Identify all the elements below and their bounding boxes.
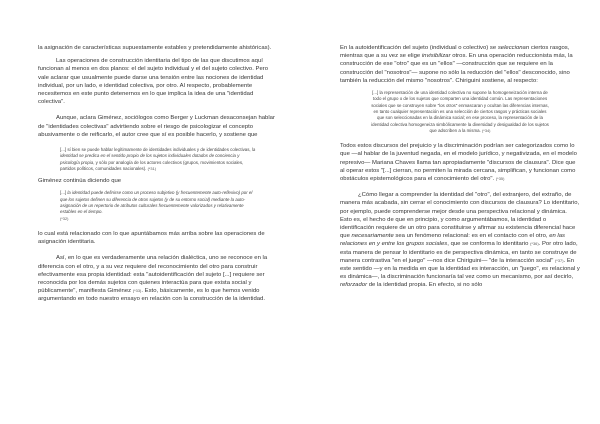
paragraph: Todos estos discursos del prejuicio y la discriminación podrían ser categorizados como lo que —al hablar de la juventud negada, en el modelo jurídico, y negativizada, en el modelo represivo— Mariana Chaves llama tan apropiadamente "discursos de clausura". Dice que al operar estos "[...] cierran, no permiten la mirada cercana, simplifican, y funcionan como obstáculos epistemológicos para el conocimiento del otro". (*35) — [340, 143, 577, 182]
footnote-ref: (*36) — [530, 241, 539, 247]
paragraph: Giménez continúa diciendo que — [38, 178, 122, 185]
footnote-ref: (*32) — [60, 215, 69, 221]
right-column — [340, 44, 580, 290]
paragraph: la asignación de características supuestamente estables y pretendidamente ahistóricas). — [38, 45, 272, 51]
footnote-ref: (*37) — [554, 257, 564, 263]
block-quote: [...] la representación de una identidad colectiva no supone la homogeneización interna de todo el grupo o de los sujetos que comparten una identidad común. Las representaciones sociales que se construyen sobre "los otros" enmascaran y ocultan las diferencias internas, en tanto cualquier representación es una selección de ciertos rasgos y prácticas sociales que son seleccionadas en la dinámica social; en ese proceso, la representación de la identidad colectiva homogeneiza simbólicamente la diversidad y desigualdad de los sujetos que adscriben a la misma. (*34) — [371, 90, 549, 133]
paragraph: Las operaciones de construcción identitaria del tipo de las que discutimos aquí funcionan al menos en dos planos: el del sujeto individual y el del sujeto colectivo. Pero vale aclarar que usualmente puede darse una tensión entre las nociones de identidad individual, por un lado, e identidad colectiva, por otro. Al respecto, probablemente necesitemos en este punto detenernos en lo que implica la idea de una "identidad colectiva". — [38, 58, 269, 106]
right-page — [300, 0, 600, 424]
footnote-ref: (*33) — [132, 288, 142, 294]
footnote-ref: (*31) — [147, 165, 157, 171]
block-quote: [...] sí bien se puede hablar legítimamente de identidades individuales y de identidades colectivas, la identidad se predica en el sentido propio de los sujetos individuales dotados de conciencia y psicología propia, y sólo por analogía de los actores colectivos (grupos, movimientos sociales, partidos políticos, comunidades nacionales). (*31) — [60, 147, 256, 171]
footnote-ref: (*35) — [495, 175, 505, 181]
paragraph: Así, en lo que es verdaderamente una relación dialéctica, uno se reconoce en la diferencia con el otro, y a su vez requiere del reconocimiento del otro para construir efectivamente esa propia identidad: esta "autoidentificación del sujeto [...] requiere ser reconocida por los demás sujetos con quienes interactúa para que exista social y públicamente", manifiesta Giménez (*33). Esto, básicamente, es lo que hemos venido argumentando en todo nuestro ensayo en relación con la construcción de la identidad. — [38, 255, 268, 303]
paragraph: ¿Cómo llegar a comprender la identidad del "otro", del extranjero, del extraño, de manera más acabada, sin cerrar el conocimiento con discursos de clausura? Lo identitario, por ejemplo, puede comprenderse mejor desde una perspectiva relacional y dinámica. Esto es, el hecho de que en principio, y como argumentábamos, la identidad o identificación requiere de un otro para constituirse y afirmar su existencia diferencial hace que necesariamente sea un fenómeno relacional: es en el contacto con el otro, en las relaciones en y entre los grupos sociales, que se conforma lo identitario (*36). Por otro lado, esta manera de pensar lo identitario es de perspectiva dinámica, en tanto se construye de manera contrastiva "en el juego" —nos dice Chiriguini— "de la interacción social" (*37). En este sentido —y en la medida en que la identidad es interacción, un "juego", es relacional y es dinámica—, la discriminación funcionaría tal vez como un mecanismo, por así decirlo, reforzador de la identidad propia. En efecto, si no sólo — [340, 192, 580, 289]
footnote-ref: (*34) — [482, 127, 491, 133]
paragraph: En la autoidentificación del sujeto (individual o colectivo) se seleccionan ciertos rasgos, mientras que a su vez se elige invisibilizar otros. En una operación reduccionista más, la construcción de ese "otro" que es un "ellos" —construcción que se requiere en la construcción del "nosotros"— supone no sólo la reducción del "ellos" desconocido, sino también la reducción del mismo "nosotros". Chiriguini sostiene, al respecto: — [340, 45, 573, 84]
paragraph: Aunque, aclara Giménez, sociólogos como Berger y Luckman desaconsejan hablar de "identidades colectivas" advirtiendo sobre el riesgo de psicologizar el concepto abusivamente o de reificarlo, el autor cree que sí es posible hacerlo, y sostiene que — [38, 115, 275, 138]
paragraph: lo cual está relacionado con lo que apuntábamos más arriba sobre las operaciones de asignación identitaria. — [38, 230, 265, 246]
block-quote: [...] la identidad puede definirse como un proceso subjetivo (y frecuentemente auto-reflexivo) por el que los sujetos definen su diferencia de otros sujetos (y de su entorno social) mediante la auto-asignación de un repertorio de atributos culturales frecuentemente valorizados y relativamente estables en el tiempo. (*32) — [60, 190, 253, 221]
left-column — [38, 44, 278, 304]
